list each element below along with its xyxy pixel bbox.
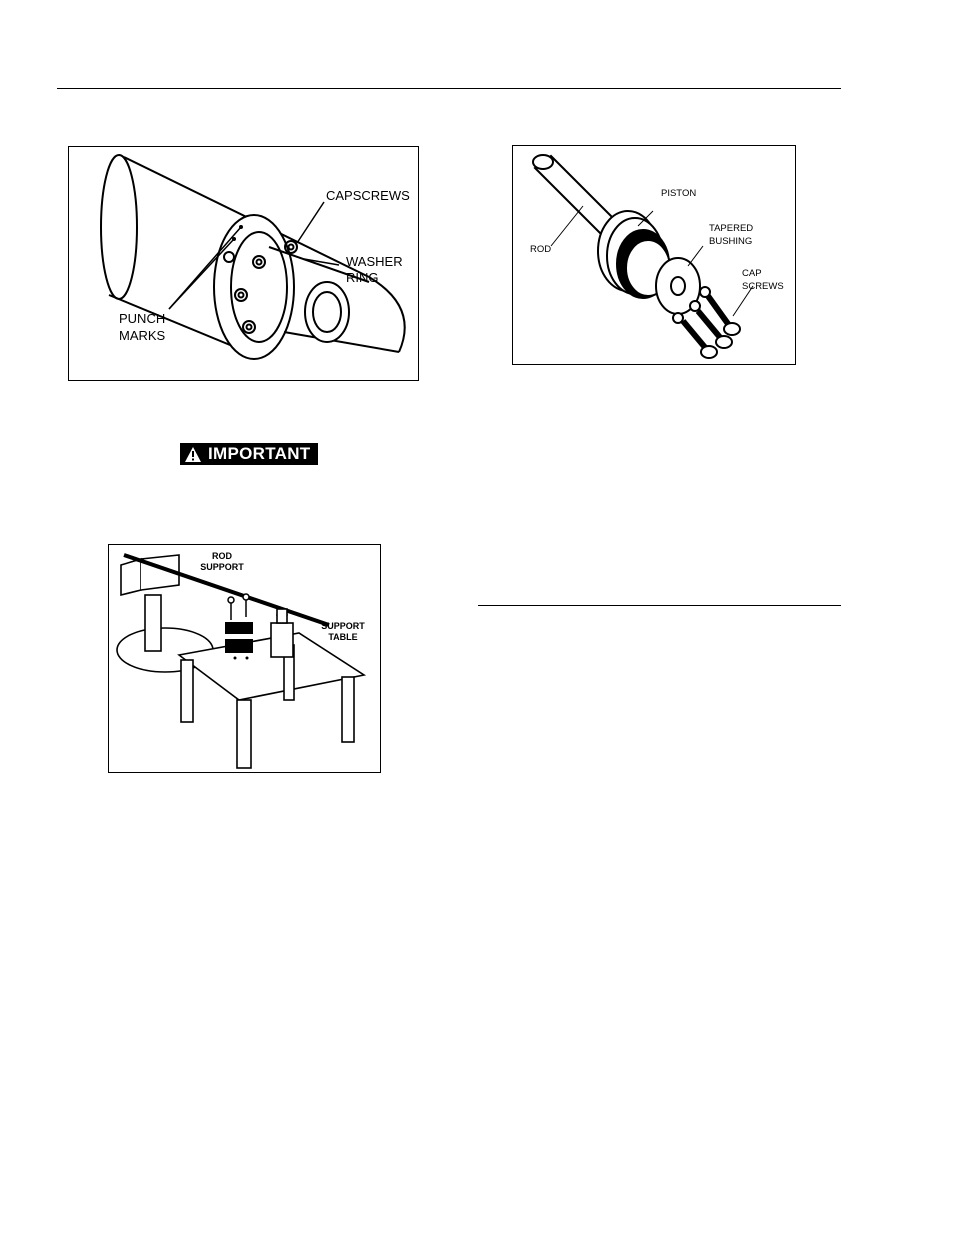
label-bushing: BUSHING [709,236,753,247]
piston-bushing-illustration [513,146,796,365]
label-rod: ROD [212,551,232,561]
figure-piston-bushing [512,145,796,365]
warning-triangle-icon [184,446,202,463]
label-support-table: SUPPORT [321,621,365,631]
rod-support-illustration [109,545,381,773]
label-table: TABLE [328,632,358,642]
figure-washer-ring [68,146,419,381]
label-rod: ROD [530,244,552,255]
label-piston: PISTON [661,188,697,199]
label-tapered: TAPERED [709,223,754,234]
label-washer: WASHER [346,254,403,269]
figure-rod-support [108,544,381,773]
label-support: SUPPORT [200,562,244,572]
section-rule [478,605,841,606]
label-screws: SCREWS [742,281,784,292]
label-ring: RING [346,270,379,285]
label-cap: CAP [742,268,762,279]
label-capscrews: CAPSCREWS [326,188,410,203]
header-rule [57,88,841,89]
label-marks: MARKS [119,328,166,343]
important-label: IMPORTANT [208,444,311,463]
important-badge [180,443,318,465]
label-punch: PUNCH [119,311,166,326]
